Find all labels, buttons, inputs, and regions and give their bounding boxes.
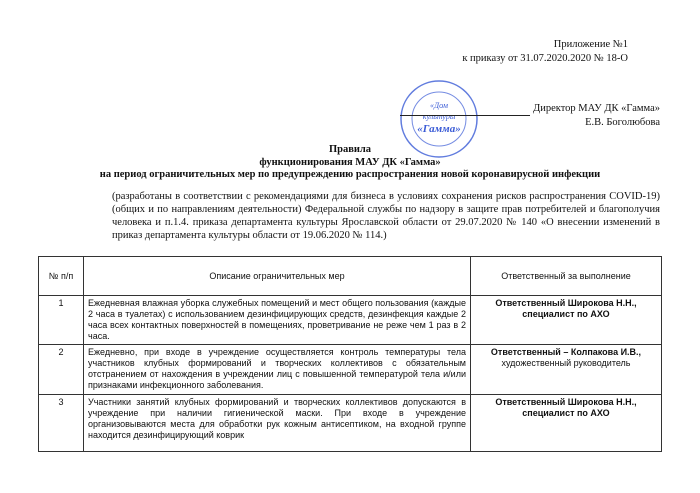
appendix-order-ref: к приказу от 31.07.2020.2020 № 18-О — [462, 53, 628, 64]
stamp-text-2: культуры — [422, 112, 456, 121]
director-title: Директор МАУ ДК «Гамма» — [533, 103, 660, 114]
row-num: 3 — [39, 395, 84, 452]
appendix-block — [462, 38, 628, 66]
row-description: Ежедневно, при входе в учреждение осуществляется контроль температуры тела участников клубных формирований и творческих коллективов с обязательным отстранением от нахождения в учреждении лиц с повышенной температурой тела и/или признаками инфекционного заболевания. — [84, 345, 471, 395]
intro-paragraph: (разработаны в соответствии с рекомендациями для бизнеса в условиях сохранения рисков распространения COVID-19) (общих и по направлениям деятельности) Федеральной службы по надзору в защите прав потребителей и благополучия человека и п.1.4. приказа департамента культуры Ярославской области от 29.07.2020 № 140 «О внесении изменений в приказ департамента культуры области от 19.06.2020 № 114.) — [112, 191, 660, 241]
appendix-title: Приложение №1 — [553, 39, 628, 50]
table-row — [39, 395, 662, 452]
stamp-text-1: «Дом — [430, 101, 448, 110]
row-responsible — [471, 395, 662, 452]
director-name: Е.В. Боголюбова — [585, 117, 660, 128]
table-header-row — [39, 257, 662, 296]
title-line-2: функционирования МАУ ДК «Гамма» — [259, 156, 441, 168]
title-line-1: Правила — [328, 144, 372, 155]
row-description: Участники занятий клубных формирований и творческих коллективов допускаются в учреждение при наличии гигиенической маски. При входе в учреждение организовываются места для обработки рук кожным антисептиком, на входной группе находится дезинфицирующий коврик — [84, 395, 471, 452]
row-responsible — [471, 296, 662, 345]
row-num: 1 — [39, 296, 84, 345]
title-line-3: на период ограничительных мер по предупреждению распространения новой коронавирусной инфекции — [99, 169, 601, 180]
table-row — [39, 345, 662, 395]
row-num: 2 — [39, 345, 84, 395]
header-description: Описание ограничительных мер — [84, 257, 471, 296]
responsible-bold: Ответственный – Колпакова И.В., — [490, 347, 642, 357]
header-responsible: Ответственный за выполнение — [471, 257, 662, 296]
responsible-bold: Ответственный Широкова Н.Н., специалист по АХО — [495, 397, 637, 418]
measures-table — [38, 256, 662, 452]
signature-line — [400, 115, 530, 116]
document-title — [0, 144, 700, 182]
stamp-text-3: «Гамма» — [417, 123, 461, 135]
approval-block — [533, 102, 660, 130]
row-description: Ежедневная влажная уборка служебных помещений и мест общего пользования (каждые 2 часа в туалетах) с использованием дезинфицирующих средств, дезинфекция каждые 2 часа всех контактных поверхностей в помещениях, проветривание не реже чем 1 раз в 2 часа. — [84, 296, 471, 345]
header-num: № п/п — [39, 257, 84, 296]
responsible-bold: Ответственный Широкова Н.Н., специалист по АХО — [495, 298, 637, 319]
table-row — [39, 296, 662, 345]
row-responsible — [471, 345, 662, 395]
responsible-role: художественный руководитель — [501, 358, 631, 368]
